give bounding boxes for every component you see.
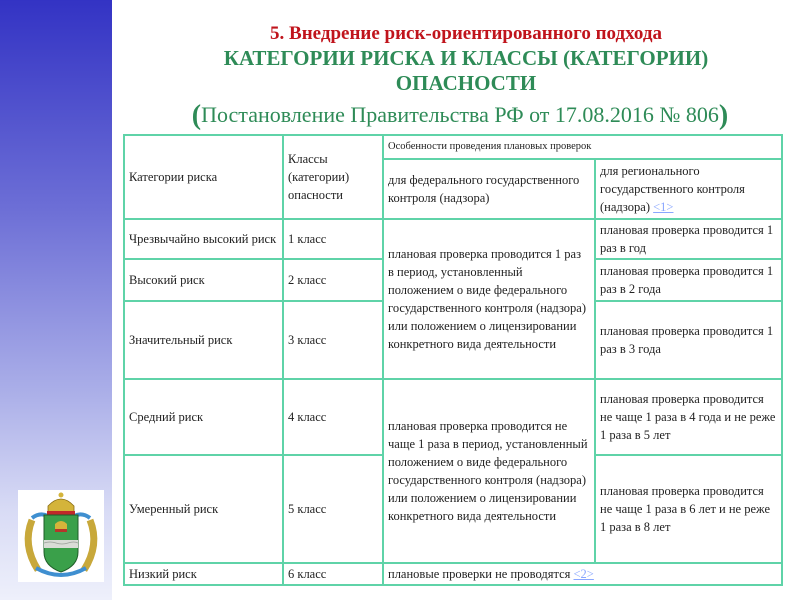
risk-categories-table <box>123 134 783 586</box>
hazard-class-cell: 3 класс <box>283 301 383 379</box>
decree-text: Постановление Правительства РФ от 17.08.2016 № 806 <box>201 102 719 127</box>
regional-inspection-cell: плановая проверка проводится не чаще 1 раза в 6 лет и не реже 1 раза в 8 лет <box>595 455 782 563</box>
regional-inspection-cell: плановая проверка проводится 1 раз в год <box>595 219 782 259</box>
heading-line-1: КАТЕГОРИИ РИСКА И КЛАССЫ (КАТЕГОРИИ) <box>223 46 709 70</box>
risk-category-cell: Средний риск <box>124 379 283 455</box>
regional-inspection-cell: плановая проверка проводится 1 раз в 2 года <box>595 259 782 301</box>
slide-title <box>112 22 800 131</box>
header-risk-category: Категории риска <box>124 135 283 219</box>
hazard-class-cell: 2 класс <box>283 259 383 301</box>
risk-category-cell: Высокий риск <box>124 259 283 301</box>
footnote-link-2[interactable]: <2> <box>573 567 594 581</box>
section-title: 5. Внедрение риск-ориентированного подхода <box>270 23 662 44</box>
federal-inspection-cell: плановая проверка проводится не чаще 1 раза в период, установленный положением о виде федерального государственного контроля (надзора) или положением о лицензировании конкретного вида деятельности <box>383 379 595 563</box>
coat-of-arms-icon <box>18 490 104 582</box>
regional-inspection-cell: плановая проверка проводится 1 раз в 3 года <box>595 301 782 379</box>
table-header-row <box>124 135 782 159</box>
risk-category-cell: Значительный риск <box>124 301 283 379</box>
no-inspections-cell: плановые проверки не проводятся <2> <box>383 563 782 585</box>
table-row <box>124 379 782 455</box>
regional-inspection-cell: плановая проверка проводится не чаще 1 раза в 4 года и не реже 1 раза в 5 лет <box>595 379 782 455</box>
decree-reference: (Постановление Правительства РФ от 17.08.2016 № 806) <box>191 100 729 131</box>
risk-category-cell: Низкий риск <box>124 563 283 585</box>
header-inspection-features: Особенности проведения плановых проверок <box>383 135 782 159</box>
table-row <box>124 219 782 259</box>
risk-category-cell: Чрезвычайно высокий риск <box>124 219 283 259</box>
hazard-class-cell: 6 класс <box>283 563 383 585</box>
heading-line-2: ОПАСНОСТИ <box>395 71 537 95</box>
hazard-class-cell: 5 класс <box>283 455 383 563</box>
header-hazard-class: Классы (категории) опасности <box>283 135 383 219</box>
header-federal-control: для федерального государственного контроля (надзора) <box>383 159 595 219</box>
hazard-class-cell: 1 класс <box>283 219 383 259</box>
header-regional-control: для регионального государственного контроля (надзора) <1> <box>595 159 782 219</box>
hazard-class-cell: 4 класс <box>283 379 383 455</box>
federal-inspection-cell: плановая проверка проводится 1 раз в период, установленный положением о виде федерального государственного контроля (надзора) или положением о лицензировании конкретного вида деятельности <box>383 219 595 379</box>
risk-category-cell: Умеренный риск <box>124 455 283 563</box>
table-row <box>124 563 782 585</box>
footnote-link-1[interactable]: <1> <box>653 200 674 214</box>
